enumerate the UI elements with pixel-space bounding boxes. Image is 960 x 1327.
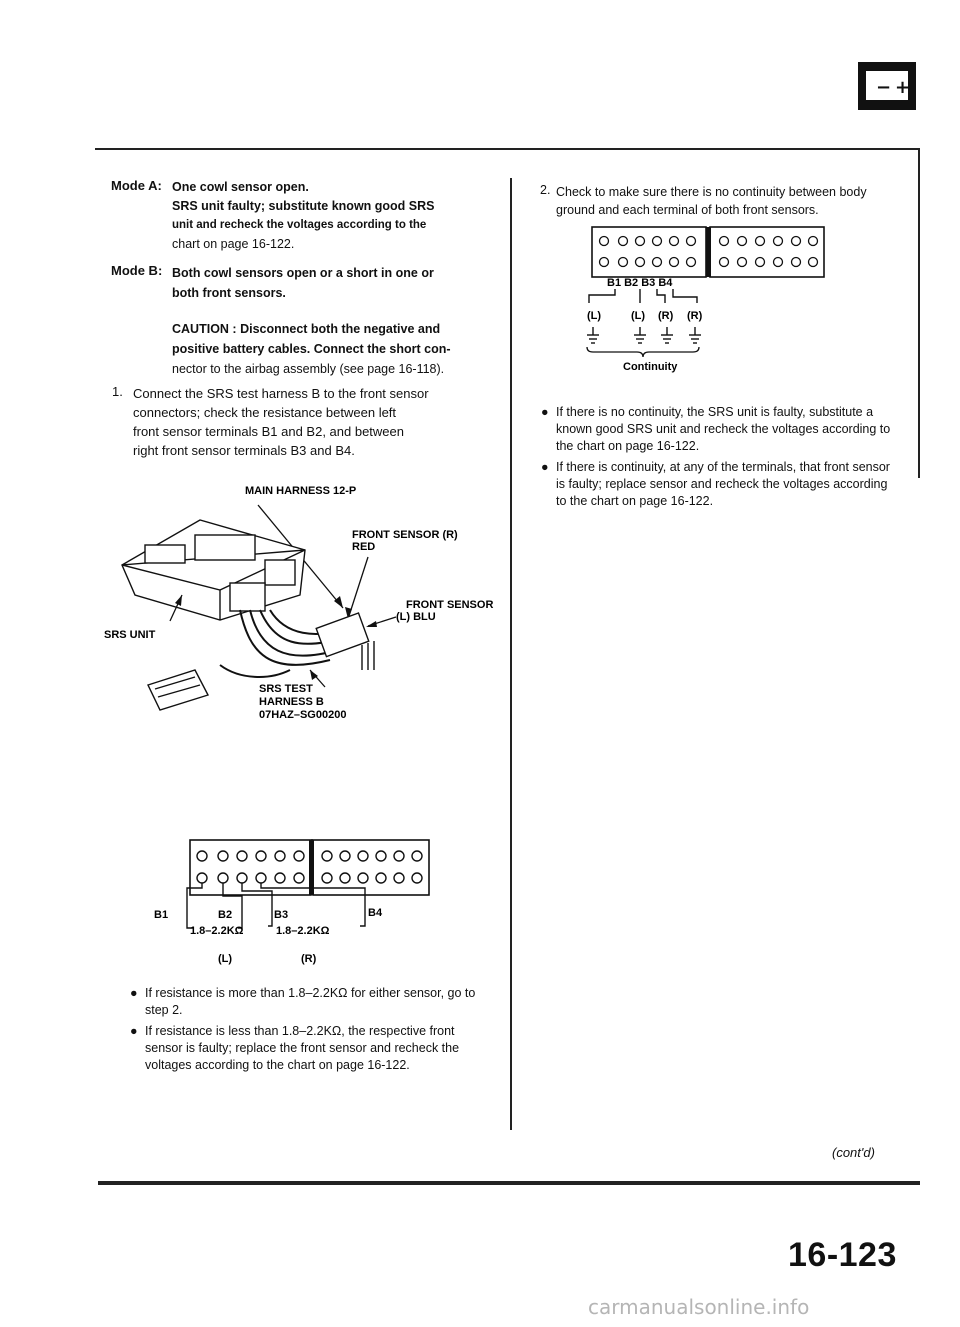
mode-b-line1: Both cowl sensors open or a short in one or [172,266,434,280]
front-sensor-l-color: (L) BLU [396,611,436,623]
bullet-text-1: If resistance is more than 1.8–2.2KΩ for either sensor, go to step 2. [145,986,476,1017]
bullet-item [541,404,896,455]
step2-body [556,183,896,219]
page-number: 16-123 [788,1236,897,1274]
bullet-text-2: If there is continuity, at any of the terminals, that front sensor is faulty; replace sensor and recheck the voltages according to the chart on page 16-122. [556,460,890,508]
watermark: carmanualsonline.info [588,1295,810,1319]
battery-minus-symbol: − [876,77,892,98]
mode-b-line2: both front sensors. [172,286,286,300]
test-harness-label2: HARNESS B [259,696,324,708]
mode-a-line2: unit and recheck the voltages according to the [172,219,427,231]
bullet-text-2: If resistance is less than 1.8–2.2KΩ, the respective front sensor is faulty; replace the front sensor and recheck the voltages according to the chart on page 16-122. [145,1024,460,1072]
resistance-left-label: 1.8–2.2KΩ [190,925,244,937]
front-sensor-l-arrow-icon [366,621,377,627]
terminal-b4-label: B4 [368,907,383,919]
front-sensor-r-color: RED [352,541,376,553]
side-r-label: (R) [301,953,317,965]
step1-body [133,384,478,460]
step1-line3: front sensor terminals B1 and B2, and between [133,424,404,439]
ground-l1-label: (L) [587,310,602,322]
step1-line2: connectors; check the resistance between left [133,405,397,420]
battery-plus-symbol: + [895,77,911,98]
mode-b-label: Mode B: [111,263,163,278]
step2-line1: Check to make sure there is no continuity between body [556,185,867,199]
frame-bottom-rule [98,1181,920,1185]
caution-line2: positive battery cables. Connect the short con- [172,342,451,356]
srs-unit-drawing [122,520,305,620]
connector-divider [706,227,711,277]
bullet-dot-icon: ● [130,1024,138,1038]
ground-symbol-icons [587,327,701,343]
caution-label: CAUTION : [172,322,237,336]
step2-number: 2. [540,183,551,197]
mode-a-line1: SRS unit faulty; substitute known good SRS [172,199,435,213]
caution-line3: nector to the airbag assembly (see page 16-118). [172,362,445,376]
ground-l2-label: (L) [631,310,646,322]
caution-line1: Disconnect both the negative and [240,322,441,336]
probe-leads [187,883,365,928]
test-harness-plug-drawing [148,670,208,710]
test-harness-label1: SRS TEST [259,683,313,695]
mode-b-body [172,263,492,303]
front-sensor-l-label: FRONT SENSOR [406,599,494,611]
bullet-dot-icon: ● [541,405,549,419]
continuity-bullets [541,404,896,514]
connector-body-right [710,227,824,277]
bullet-text-1: If there is no continuity, the SRS unit is faulty, substitute a known good SRS unit and recheck the voltages according to the chart on page 16-122. [556,405,891,453]
resistance-connector-diagram [150,838,470,978]
step1-line4: right front sensor terminals B3 and B4. [133,443,355,458]
test-harness-label3: 07HAZ–SG00200 [259,709,347,721]
mode-a-body [172,178,492,254]
connector-divider [309,840,314,895]
ground-r1-label: (R) [658,310,674,322]
resistance-bullets [130,985,485,1078]
main-harness-label: MAIN HARNESS 12-P [245,485,357,497]
harness-illustration [100,475,510,735]
battery-icon [858,62,916,110]
terminal-b1-label: B1 [154,909,169,921]
ground-leads [589,289,697,303]
continuity-brace [587,347,699,357]
step1-number: 1. [112,384,123,399]
mode-a-line3: chart on page 16-122. [172,237,295,251]
side-l-label: (L) [218,953,233,965]
continuity-connector-diagram [585,225,845,375]
terminal-b3-label: B3 [274,909,289,921]
bullet-item [541,459,896,510]
ground-r2-label: (R) [687,310,703,322]
srs-unit-label: SRS UNIT [104,629,156,641]
step1-line1: Connect the SRS test harness B to the front sensor [133,386,429,401]
mode-a-title: One cowl sensor open. [172,180,309,194]
terminal-b2-label: B2 [218,909,233,921]
connector-body-left [592,227,706,277]
continuity-label: Continuity [623,361,678,373]
terminals-label: B1 B2 B3 B4 [607,277,673,289]
mode-a-label: Mode A: [111,178,162,193]
continued-note: (cont'd) [832,1145,875,1160]
bullet-dot-icon: ● [541,460,549,474]
step2-line2: ground and each terminal of both front sensors. [556,203,819,217]
battery-body [866,71,911,100]
caution-note [172,319,492,379]
bullet-item [130,1023,485,1074]
frame-right-rule [918,148,920,478]
resistance-right-label: 1.8–2.2KΩ [276,925,330,937]
column-divider [510,178,512,1130]
frame-top-rule [95,148,920,150]
bullet-item [130,985,485,1019]
bullet-dot-icon: ● [130,986,138,1000]
front-sensor-r-label: FRONT SENSOR (R) [352,529,458,541]
